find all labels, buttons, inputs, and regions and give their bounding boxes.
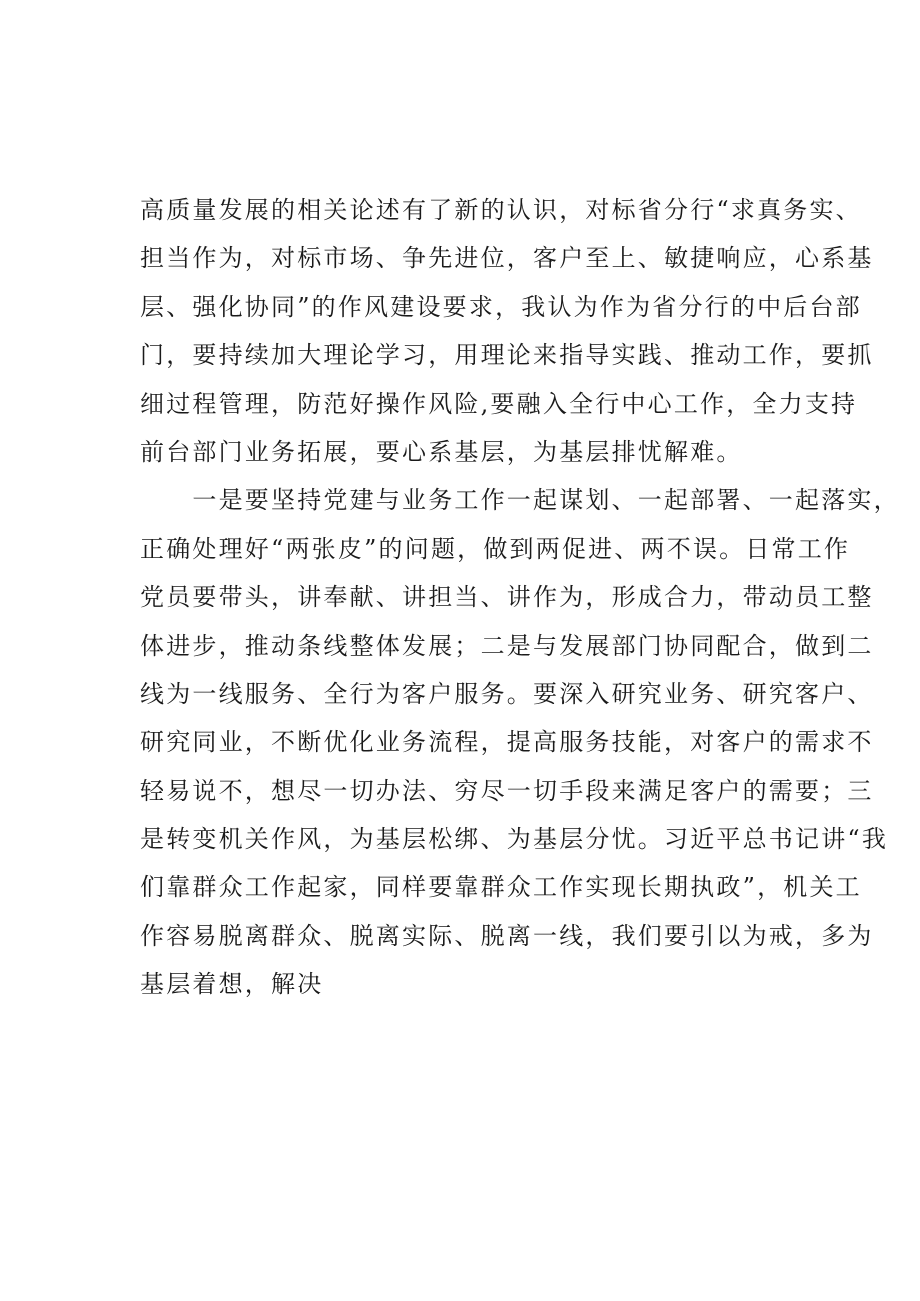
text-line-13: 轻易说不，想尽一切办法、穷尽一切手段来满足客户的需要；三 bbox=[140, 776, 874, 805]
text-line-8: 正确处理好“两张皮”的问题，做到两促进、两不误。日常工作 bbox=[140, 534, 851, 563]
text-line-15: 们靠群众工作起家，同样要靠群众工作实现长期执政”，机关工 bbox=[140, 873, 862, 902]
text-line-16: 作容易脱离群众、脱离实际、脱离一线，我们要引以为戒，多为 bbox=[140, 921, 874, 950]
text-line-12: 研究同业，不断优化业务流程，提高服务技能，对客户的需求不 bbox=[140, 728, 874, 757]
text-line-10: 体进步，推动条线整体发展；二是与发展部门协同配合，做到二 bbox=[140, 631, 874, 660]
text-line-14: 是转变机关作风，为基层松绑、为基层分忧。习近平总书记讲“我 bbox=[140, 825, 889, 854]
text-line-17: 基层着想，解决 bbox=[140, 970, 324, 999]
text-line-1: 高质量发展的相关论述有了新的认识，对标省分行“求真务实、 bbox=[140, 196, 862, 224]
text-line-7: 一是要坚持党建与业务工作一起谋划、一起部署、一起落实， bbox=[140, 486, 900, 515]
text-line-4: 门，要持续加大理论学习，用理论来指导实践、推动工作，要抓 bbox=[140, 341, 874, 370]
text-line-9: 党员要带头，讲奉献、讲担当、讲作为，形成合力，带动员工整 bbox=[140, 583, 874, 612]
text-line-5: 细过程管理，防范好操作风险,要融入全行中心工作，全力支持 bbox=[140, 389, 858, 418]
body-text bbox=[140, 186, 900, 1009]
text-line-11: 线为一线服务、全行为客户服务。要深入研究业务、研究客户、 bbox=[140, 679, 874, 708]
text-line-6: 前台部门业务拓展，要心系基层，为基层排忧解难。 bbox=[140, 437, 743, 466]
text-line-3: 层、强化协同”的作风建设要求，我认为作为省分行的中后台部 bbox=[140, 292, 862, 321]
text-line-2: 担当作为，对标市场、争先进位，客户至上、敏捷响应，心系基 bbox=[140, 244, 874, 273]
